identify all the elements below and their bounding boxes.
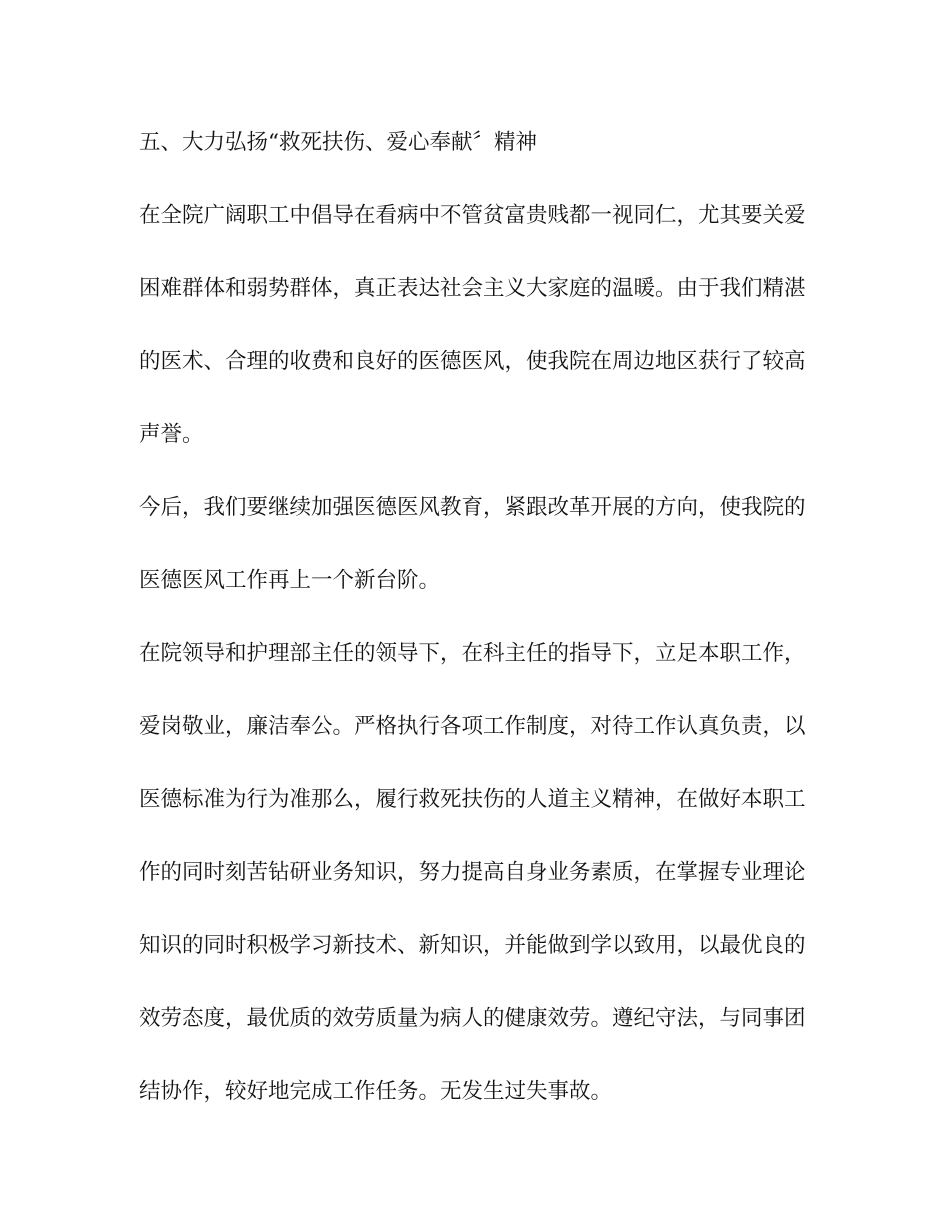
paragraph-line: 困难群体和弱势群体，真正表达社会主义大家庭的温暖。由于我们精湛 — [139, 276, 806, 301]
paragraph-line: 在全院广阔职工中倡导在看病中不管贫富贵贱都一视同仁，尤其要关爱 — [139, 203, 806, 228]
section-heading: 五、大力弘扬“救死扶伤、爱心奉献〞精神 — [139, 130, 537, 155]
paragraph-line: 医德医风工作再上一个新台阶。 — [139, 568, 441, 593]
paragraph-line: 声誉。 — [139, 422, 204, 447]
paragraph-line: 的医术、合理的收费和良好的医德医风，使我院在周边地区获行了较高 — [139, 349, 806, 374]
paragraph-line: 作的同时刻苦钻研业务知识，努力提高自身业务素质，在掌握专业理论 — [139, 860, 806, 885]
paragraph-line: 知识的同时积极学习新技术、新知识，并能做到学以致用，以最优良的 — [139, 933, 806, 958]
paragraph-line: 结协作，较好地完成工作任务。无发生过失事故。 — [139, 1079, 613, 1104]
paragraph-line: 在院领导和护理部主任的领导下，在科主任的指导下，立足本职工作， — [139, 641, 806, 666]
paragraph-line: 效劳态度，最优质的效劳质量为病人的健康效劳。遵纪守法，与同事团 — [139, 1006, 806, 1031]
paragraph-line: 医德标准为行为准那么，履行救死扶伤的人道主义精神，在做好本职工 — [139, 787, 806, 812]
paragraph-line: 今后，我们要继续加强医德医风教育，紧跟改革开展的方向，使我院的 — [139, 495, 806, 520]
paragraph-line: 爱岗敬业，廉洁奉公。严格执行各项工作制度，对待工作认真负责，以 — [139, 714, 806, 739]
